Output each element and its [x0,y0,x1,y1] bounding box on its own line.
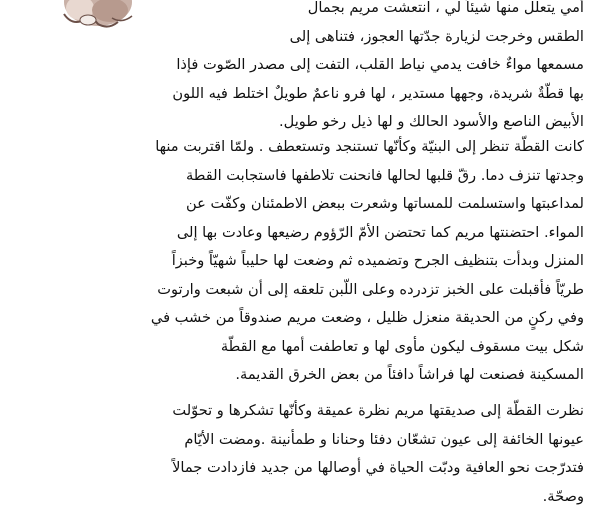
text-line: عيونها الخائفة إلى عيون تشعّان دفئا وحنانا و طمأنينة .ومضت الأيّام [62,426,584,455]
text-line: وفي ركنٍ من الحديقة منعزل ظليل ، وضعت مريم صندوقاً من خشب في [62,304,584,333]
text-line: المنزل وبدأت بتنظيف الجرح وتضميده ثم وضعت لها حليباً شهيّاً وخبزاً [62,247,584,276]
text-line: مسمعها مواءٌ خافت يدمي نياط القلب، التفت إلى مصدر الصّوت فإذا [62,51,584,80]
text-line: المسكينة فصنعت لها فراشاً دافئاً من بعض الخرق القديمة. [62,361,584,390]
text-line: أمي يتعلل منها شيئاً لي ، انتعشت مريم بجمال [204,0,584,23]
paragraph-2 [62,133,584,390]
paragraph-1 [62,0,584,137]
text-line: بها قطّةٌ شريدة، وجهها مستدير ، لها فرو ناعمٌ طويلٌ اختلط فيه اللون [62,80,584,109]
text-line: فتدرّجت نحو العافية ودبّت الحياة في أوصالها من جديد فازدادت جمالاً [62,454,584,483]
text-line: الطقس وخرجت لزيارة جدّتها العجوز، فتناهى إلى [62,23,584,52]
text-line: لمداعبتها واستسلمت للمساتها وشعرت ببعض الاطمئنان وكفّت عن [62,190,584,219]
text-line: نظرت القطّة إلى صديقتها مريم نظرة عميقة وكأنّها تشكرها و تحوّلت [62,397,584,426]
text-line: كانت القطّة تنظر إلى البنيّة وكأنّها تستنجد وتستعطف . ولمّا اقتربت منها [62,133,584,162]
text-line: شكل بيت مسقوف ليكون مأوى لها و تعاطفت أمها مع القطّة [62,333,584,362]
text-line: وجدتها تنزف دما. رقّ قلبها لحالها فانحنت تلاطفها فاستجابت القطة [62,162,584,191]
text-line: المواء. احتضنتها مريم كما تحتضن الأمّ الرّؤوم رضيعها وعادت بها إلى [62,219,584,248]
text-line: الأبيض الناصع والأسود الحالك و لها ذيل رخو طويل. [62,108,584,137]
text-line: وصحّة. [62,483,584,511]
paragraph-3 [62,397,584,511]
text-line: طريّاً فأقبلت على الخبز تزدرده وعلى اللّبن تلعقه إلى أن شبعت وارتوت [62,276,584,305]
